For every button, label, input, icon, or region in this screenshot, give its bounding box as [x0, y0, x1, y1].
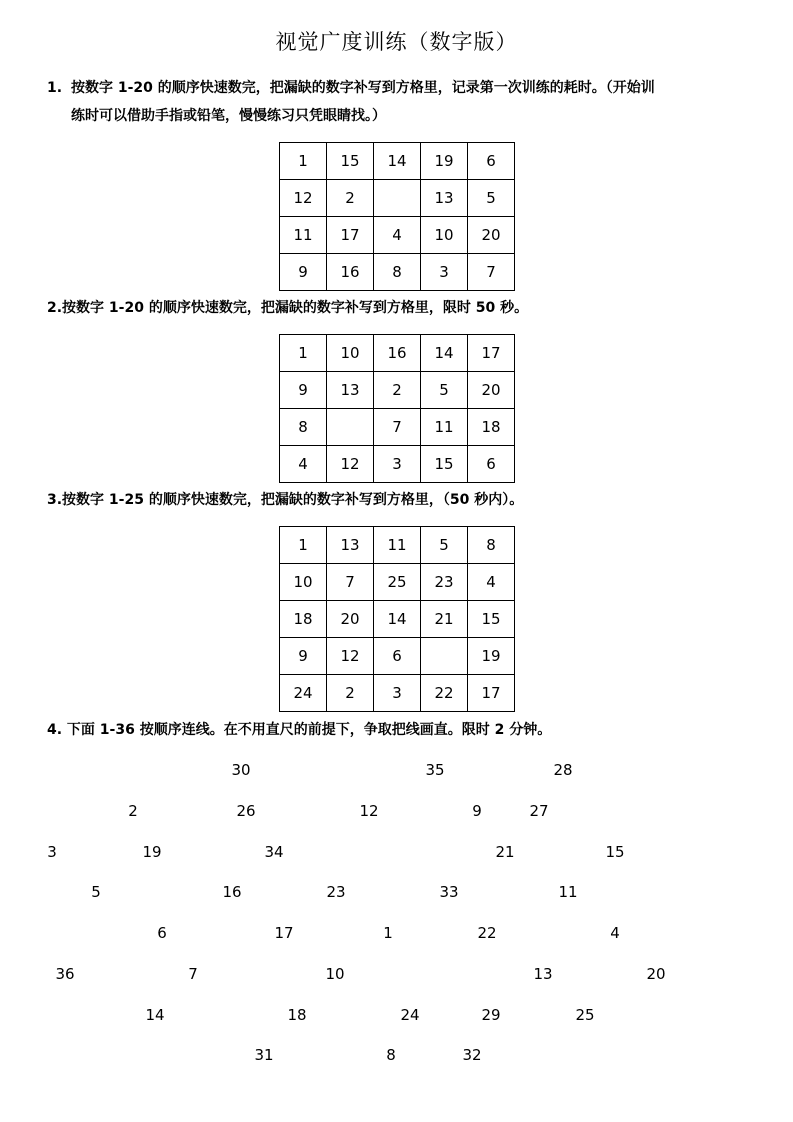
grid-cell: 16	[327, 254, 374, 291]
grid-cell: 4	[280, 446, 327, 483]
scatter-number: 11	[558, 883, 578, 901]
grid-cell: 8	[374, 254, 421, 291]
scatter-number: 33	[439, 883, 459, 901]
grid-cell: 12	[327, 446, 374, 483]
scatter-number: 9	[472, 802, 482, 820]
grid-cell: 12	[327, 638, 374, 675]
grid-cell: 12	[280, 180, 327, 217]
grid-cell: 19	[421, 143, 468, 180]
scatter-number: 29	[481, 1006, 501, 1024]
grid-cell: 3	[374, 446, 421, 483]
scatter-number: 36	[55, 965, 75, 983]
grid-cell: 18	[468, 409, 515, 446]
grid-cell: 14	[374, 143, 421, 180]
scatter-number: 13	[533, 965, 553, 983]
question-3: 3.按数字 1-25 的顺序快速数完，把漏缺的数字补写到方格里，（50 秒内）。	[47, 492, 524, 508]
scatter-number: 27	[529, 802, 549, 820]
grid-cell: 6	[468, 143, 515, 180]
grid-cell: 14	[421, 335, 468, 372]
grid-cell: 22	[421, 675, 468, 712]
grid-cell: 15	[327, 143, 374, 180]
grid-cell: 5	[421, 527, 468, 564]
scatter-number: 4	[610, 924, 620, 942]
scatter-number: 19	[142, 843, 162, 861]
grid-cell: 6	[468, 446, 515, 483]
grid-cell: 6	[374, 638, 421, 675]
grid-cell: 17	[468, 675, 515, 712]
scatter-number: 10	[325, 965, 345, 983]
grid-cell: 10	[327, 335, 374, 372]
grid-cell: 8	[280, 409, 327, 446]
grid-cell: 2	[327, 675, 374, 712]
grid-cell: 11	[280, 217, 327, 254]
grid-cell: 20	[327, 601, 374, 638]
grid-cell: 16	[374, 335, 421, 372]
grid-cell: 20	[468, 217, 515, 254]
grid-cell: 2	[374, 372, 421, 409]
grid-cell: 7	[468, 254, 515, 291]
scatter-number: 15	[605, 843, 625, 861]
grid-cell: 24	[280, 675, 327, 712]
grid-cell: 11	[421, 409, 468, 446]
grid-cell: 9	[280, 638, 327, 675]
scatter-number: 25	[575, 1006, 595, 1024]
scatter-number: 16	[222, 883, 242, 901]
page-title: 视觉广度训练（数字版）	[275, 30, 518, 54]
scatter-number: 30	[231, 761, 251, 779]
grid-cell: 3	[374, 675, 421, 712]
scatter-number: 35	[425, 761, 445, 779]
scatter-number: 2	[128, 802, 138, 820]
scatter-number: 34	[264, 843, 284, 861]
scatter-number: 18	[287, 1006, 307, 1024]
grid-cell: 15	[468, 601, 515, 638]
grid-cell: 2	[327, 180, 374, 217]
question-1-line1: 按数字 1-20 的顺序快速数完，把漏缺的数字补写到方格里，记录第一次训练的耗时。（开始训	[71, 80, 655, 96]
grid-cell: 5	[421, 372, 468, 409]
grid-cell: 11	[374, 527, 421, 564]
scatter-number: 28	[553, 761, 573, 779]
scatter-number: 8	[386, 1046, 396, 1064]
grid-cell: 13	[327, 527, 374, 564]
scatter-number: 20	[646, 965, 666, 983]
grid-cell: 9	[280, 372, 327, 409]
grid-cell: 4	[374, 217, 421, 254]
grid-cell: 5	[468, 180, 515, 217]
question-1-line2: 练时可以借助手指或铅笔，慢慢练习只凭眼睛找。）	[71, 108, 386, 124]
grid-cell: 7	[327, 564, 374, 601]
question-1-number: 1.	[47, 80, 63, 96]
grid-cell: 14	[374, 601, 421, 638]
grid-cell: 15	[421, 446, 468, 483]
scatter-number: 32	[462, 1046, 482, 1064]
grid-cell: 3	[421, 254, 468, 291]
grid-cell: 4	[468, 564, 515, 601]
grid-cell: 23	[421, 564, 468, 601]
grid-cell: 21	[421, 601, 468, 638]
grid-cell: 17	[468, 335, 515, 372]
scatter-number: 26	[236, 802, 256, 820]
grid-cell: 1	[280, 335, 327, 372]
grid-cell: 19	[468, 638, 515, 675]
scatter-number: 3	[47, 843, 57, 861]
grid-cell: 17	[327, 217, 374, 254]
scatter-number: 17	[274, 924, 294, 942]
scatter-number: 5	[91, 883, 101, 901]
grid-cell: 1	[280, 527, 327, 564]
scatter-number: 12	[359, 802, 379, 820]
grid-cell: 8	[468, 527, 515, 564]
scatter-number: 22	[477, 924, 497, 942]
grid-cell: 18	[280, 601, 327, 638]
grid-cell: 13	[327, 372, 374, 409]
grid-cell: 13	[421, 180, 468, 217]
scatter-number: 1	[383, 924, 393, 942]
grid-cell: 20	[468, 372, 515, 409]
question-2: 2.按数字 1-20 的顺序快速数完，把漏缺的数字补写到方格里，限时 50 秒。	[47, 300, 529, 316]
grid-cell: 1	[280, 143, 327, 180]
scatter-number: 23	[326, 883, 346, 901]
scatter-number: 14	[145, 1006, 165, 1024]
scatter-number: 31	[254, 1046, 274, 1064]
scatter-number: 21	[495, 843, 515, 861]
scatter-number: 6	[157, 924, 167, 942]
scatter-number: 7	[188, 965, 198, 983]
grid-cell: 7	[374, 409, 421, 446]
scatter-number: 24	[400, 1006, 420, 1024]
grid-cell: 10	[280, 564, 327, 601]
grid-cell: 25	[374, 564, 421, 601]
grid-cell: 10	[421, 217, 468, 254]
grid-cell: 9	[280, 254, 327, 291]
question-4: 4. 下面 1-36 按顺序连线。在不用直尺的前提下，争取把线画直。限时 2 分钟。	[47, 722, 552, 738]
